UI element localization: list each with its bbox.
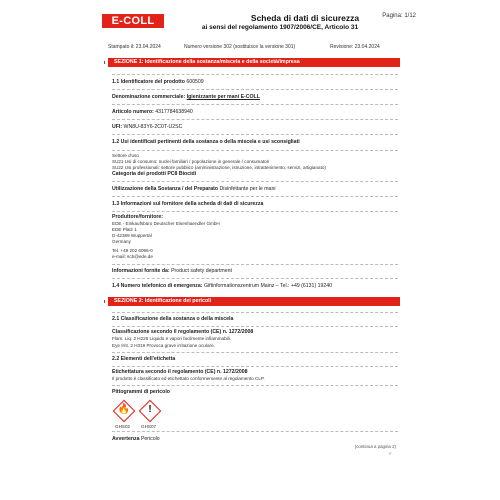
signal-word-label: Avvertenza	[112, 436, 140, 442]
divider	[112, 181, 398, 182]
article-number-row	[112, 109, 193, 115]
ufi-value: WN8U-83Y6-2C0T-U2SC	[123, 124, 183, 130]
producer-email: e-mail: scb@ede.de	[112, 254, 153, 259]
article-number-value: 4317784638940	[155, 109, 193, 115]
use-value: Disinfettante per le mani	[219, 186, 276, 192]
hazard-eye: Eye Irrit. 2 H319 Provoca grave irritazione oculare.	[112, 343, 215, 348]
article-number-label: Articolo numero:	[112, 109, 154, 115]
producer-line: Germany	[112, 239, 131, 244]
sector-su21: SU21 Usi di consumo: nuclei familiari / popolazione in generale / consumatori	[112, 159, 270, 164]
revision-date: Revisione: 23.04.2024	[330, 44, 380, 50]
use-row	[112, 186, 276, 192]
trade-name-value: Igienizzante per mani E-COLL	[186, 94, 260, 100]
identified-uses-heading: 1.2 Usi identificati pertinenti della sostanza o della miscela e usi sconsigliati	[112, 139, 300, 145]
info-provided-value: Product safety department	[171, 268, 232, 274]
pictogram-label: GHS07	[141, 424, 157, 429]
language-code: IT	[388, 451, 392, 456]
producer-line: D-42389 Wuppertal	[112, 233, 152, 238]
label-elements-heading: 2.2 Elementi dell'etichetta	[112, 356, 176, 362]
pictograms	[113, 400, 173, 429]
product-identifier-row	[112, 79, 204, 85]
producer-phone: Tel. +49 202 6096-0	[112, 248, 153, 253]
emergency-phone-value: Giftinformationszentrum Mainz – Tel.: +49 (6131) 19240	[203, 283, 333, 289]
divider	[112, 104, 398, 105]
supplier-info-heading: 1.3 Informazioni sul fornitore della scheda di dati di sicurezza	[112, 201, 264, 207]
producer-line: EDE - Einkaufsbüro Deutscher Eisenhaendler GmbH	[112, 221, 220, 226]
hazard-flam: Flam. Liq. 2 H225 Liquido e vapori facilmente infiammabili.	[112, 336, 231, 341]
info-provided-label: Informazioni fornite da:	[112, 268, 170, 274]
exclamation-icon: !	[139, 400, 161, 422]
divider	[112, 134, 398, 135]
labelling-regulation: Etichettatura secondo il regolamento (CE) n. 1272/2008	[112, 369, 248, 375]
trade-name-row	[112, 94, 260, 100]
flame-icon: 🔥	[113, 400, 135, 422]
emergency-phone-label: 1.4 Numero telefonico di emergenza:	[112, 283, 203, 289]
divider	[112, 312, 398, 313]
document-subtitle: ai sensi del regolamento 1907/2006/CE, Articolo 31	[201, 24, 359, 31]
printed-date: Stampato il: 23.04.2024	[108, 44, 161, 50]
product-identifier-label: 1.1 Identificatore del prodotto	[112, 79, 185, 85]
classification-heading: 2.1 Classificazione della sostanza o della miscela	[112, 316, 234, 322]
divider	[112, 366, 398, 367]
pictogram-label: GHS02	[115, 424, 131, 429]
divider	[112, 119, 398, 120]
ufi-row	[112, 124, 182, 130]
use-label: Utilizzazione della Sostanza / del Preparato	[112, 186, 219, 192]
page-number: Pagina: 1/12	[382, 13, 416, 19]
sector-su22: SU22 Usi professionali: settore pubblico (amministrazione, istruzione, intrattenimento, servizi, artigianato)	[112, 165, 326, 170]
version-number: Numero versione 302 (sostituisce la versione 301)	[184, 44, 296, 50]
document-title: Scheda di dati di sicurezza	[250, 13, 360, 23]
divider	[112, 196, 398, 197]
divider	[112, 150, 398, 151]
producer-label: Produttore/fornitore:	[112, 214, 164, 220]
labelling-text: Il prodotto è classificato ed etichettato conformemente al regolamento CLP.	[112, 376, 265, 381]
divider	[112, 326, 398, 327]
product-identifier-value: 600509	[186, 79, 204, 85]
info-provided-row	[112, 268, 232, 274]
divider	[112, 278, 398, 279]
divider	[112, 352, 398, 353]
red-marker	[104, 61, 105, 64]
sector-of-use-label: Settore d'uso	[112, 153, 139, 158]
section1-header: SEZIONE 1: Identificazione della sostanza/miscela e della società/impresa	[108, 58, 400, 67]
emergency-phone-row	[112, 283, 332, 289]
divider	[112, 264, 398, 265]
classification-regulation: Classificazione secondo il regolamento (CE) n. 1272/2008	[112, 329, 254, 335]
ecoll-logo: E-COLL	[102, 14, 164, 28]
pictograms-heading: Pittogrammi di pericolo	[112, 389, 170, 395]
divider	[112, 431, 398, 432]
divider	[112, 211, 398, 212]
signal-word-value: Pericolo	[140, 436, 160, 442]
producer-line: EDE Platz 1	[112, 227, 137, 232]
trade-name-label: Denominazione commerciale:	[112, 94, 186, 100]
continued-note: (continua a pagina 2)	[354, 444, 396, 449]
ufi-label: UFI:	[112, 124, 123, 130]
section2-header: SEZIONE 2: Identificazione dei pericoli	[108, 297, 400, 306]
product-category: Categoria dei prodotti PC8 Biocidi	[112, 171, 197, 177]
divider	[112, 89, 398, 90]
signal-word-row	[112, 436, 160, 442]
divider	[112, 74, 398, 75]
red-marker	[104, 300, 105, 303]
divider	[112, 385, 398, 386]
